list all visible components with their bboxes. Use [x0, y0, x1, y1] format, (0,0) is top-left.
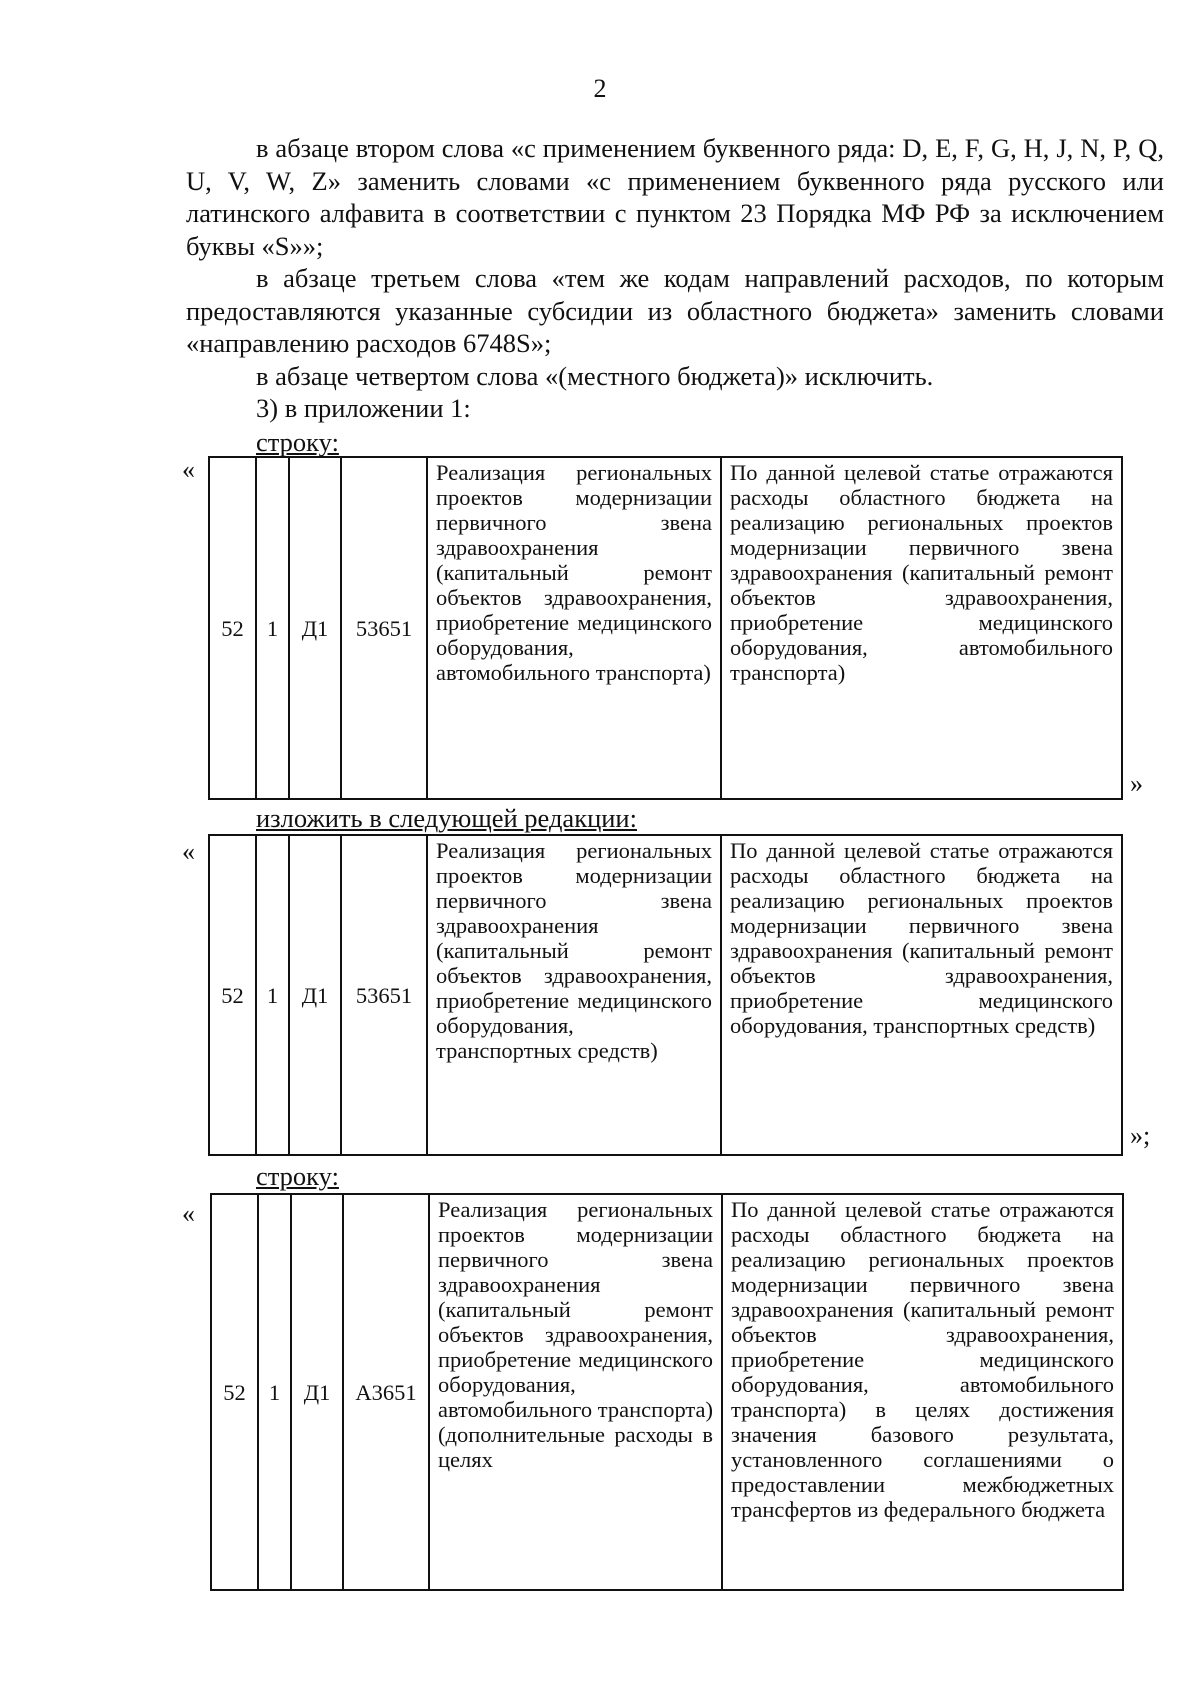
description-cell: По данной целевой статье отражаются расходы областного бюджета на реализацию региональных проектов модернизации первичного звена здравоохранения (капитальный ремонт объектов здравоохранения, приобретение медицинского оборудования, автомобильного транспорта): [721, 457, 1122, 799]
close-quote: »: [1130, 769, 1143, 798]
budget-row-table-old: [208, 456, 1123, 800]
code-cell: Д1: [289, 457, 341, 799]
description-cell: По данной целевой статье отражаются расходы областного бюджета на реализацию региональных проектов модернизации первичного звена здравоохранения (капитальный ремонт объектов здравоохранения, приобретение медицинского оборудования, автомобильного транспорта) в целях достижения значения базового результата, установленного соглашениями о предоставлении межбюджетных трансфертов из федерального бюджета: [722, 1194, 1123, 1590]
table-row: [211, 1194, 1123, 1590]
paragraph-third-abzac: в абзаце третьем слова «тем же кодам направлений расходов, по которым предоставляются указанные субсидии из областного бюджета» заменить словами «направлению расходов 6748S»;: [186, 263, 1164, 358]
code-cell: 1: [258, 1194, 291, 1590]
description-cell: По данной целевой статье отражаются расходы областного бюджета на реализацию региональных проектов модернизации первичного звена здравоохранения (капитальный ремонт объектов здравоохранения, приобретение медицинского оборудования, транспортных средств): [721, 835, 1122, 1155]
body-text: [186, 132, 1164, 425]
name-cell: Реализация региональных проектов модернизации первичного звена здравоохранения (капитальный ремонт объектов здравоохранения, приобретение медицинского оборудования, автомобильного транспорта): [427, 457, 721, 799]
code-cell: А3651: [343, 1194, 429, 1590]
code-cell: 1: [256, 457, 289, 799]
open-quote: «: [182, 837, 195, 866]
budget-row-table-additional: [210, 1193, 1124, 1591]
code-cell: Д1: [289, 835, 341, 1155]
code-cell: 52: [209, 835, 256, 1155]
open-quote: «: [182, 1199, 195, 1228]
table-row: [209, 457, 1122, 799]
code-cell: 52: [209, 457, 256, 799]
paragraph-appendix: 3) в приложении 1:: [256, 393, 471, 423]
table-row: [209, 835, 1122, 1155]
code-cell: 1: [256, 835, 289, 1155]
paragraph-fourth-abzac: в абзаце четвертом слова «(местного бюджета)» исключить.: [256, 360, 934, 391]
name-cell: Реализация региональных проектов модернизации первичного звена здравоохранения (капитальный ремонт объектов здравоохранения, приобретение медицинского оборудования, транспортных средств): [427, 835, 721, 1155]
code-cell: 53651: [341, 457, 427, 799]
edition-label: изложить в следующей редакции:: [256, 803, 637, 833]
code-cell: 53651: [341, 835, 427, 1155]
row-label: строку:: [256, 427, 339, 457]
budget-row-table-new: [208, 834, 1123, 1156]
open-quote: «: [182, 455, 195, 484]
code-cell: Д1: [291, 1194, 343, 1590]
name-cell: Реализация региональных проектов модернизации первичного звена здравоохранения (капитальный ремонт объектов здравоохранения, приобретение медицинского оборудования, автомобильного транспорта) (дополнительные расходы в целях: [429, 1194, 722, 1590]
row-label: строку:: [256, 1161, 339, 1191]
paragraph-second-abzac: в абзаце втором слова «с применением буквенного ряда: D, E, F, G, H, J, N, P, Q, U, V, W, Z» заменить словами «с применением буквенного ряда русского или латинского алфавита в соответствии с пунктом 23 Порядка МФ РФ за исключением буквы «S»»;: [186, 133, 1164, 261]
code-cell: 52: [211, 1194, 258, 1590]
page-number: 2: [593, 74, 607, 103]
close-quote: »;: [1130, 1121, 1151, 1150]
